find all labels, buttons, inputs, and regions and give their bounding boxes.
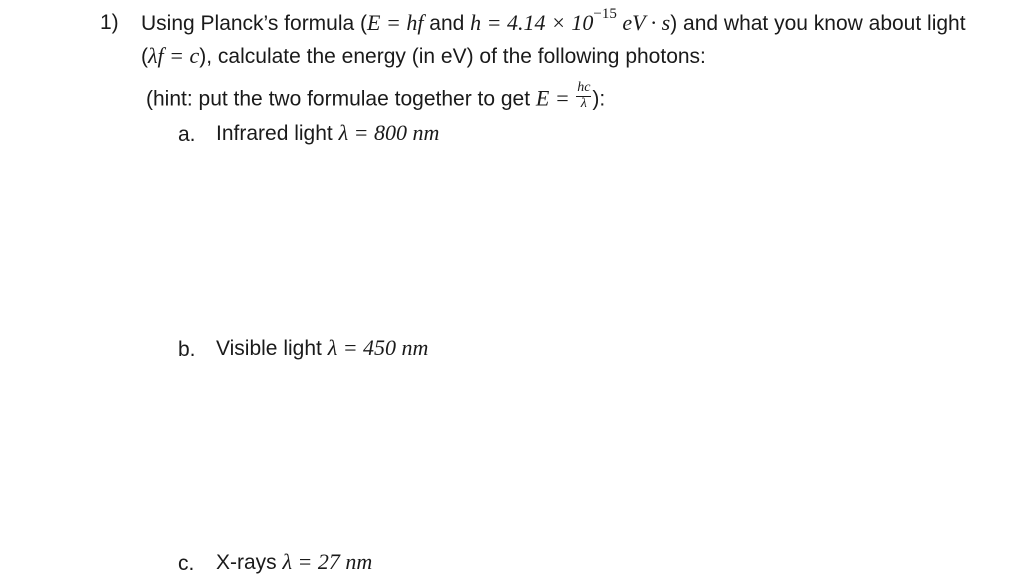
item-letter-c: c. (178, 552, 195, 575)
question-text: Using Planck’s formula ( (141, 12, 368, 35)
planck-constant: h = 4.14 × 10 (470, 10, 594, 35)
fraction-numerator: hc (577, 80, 591, 95)
item-a (216, 122, 439, 144)
item-b (216, 337, 428, 359)
formula-wave: λf = c (148, 43, 200, 68)
units: eV · s (616, 10, 671, 35)
fraction (576, 81, 591, 111)
question-text: ) and what you know about light (670, 12, 966, 35)
item-label: Infrared light (216, 122, 339, 145)
question-text: ( (141, 45, 148, 68)
item-c (216, 551, 372, 573)
item-wavelength: λ = 450 nm (327, 335, 429, 360)
question-text: and (423, 12, 471, 35)
hint-line (146, 80, 606, 115)
question-number: 1) (100, 11, 119, 34)
item-wavelength: λ = 800 nm (338, 120, 440, 145)
hint-text: ): (592, 87, 606, 111)
fraction-denominator: λ (580, 95, 587, 111)
item-label: X-rays (216, 551, 283, 574)
question-text: ), calculate the energy (in eV) of the following photons: (199, 45, 706, 68)
formula-planck: E = hf (367, 10, 424, 35)
exponent: −15 (593, 6, 617, 22)
question-line-1 (141, 6, 966, 35)
item-letter-a: a. (178, 123, 196, 146)
item-label: Visible light (216, 337, 328, 360)
formula-energy: E = (535, 85, 576, 111)
question-line-2 (141, 45, 706, 67)
hint-text: (hint: put the two formulae together to get (146, 87, 536, 111)
item-letter-b: b. (178, 338, 196, 361)
item-wavelength: λ = 27 nm (282, 549, 373, 574)
